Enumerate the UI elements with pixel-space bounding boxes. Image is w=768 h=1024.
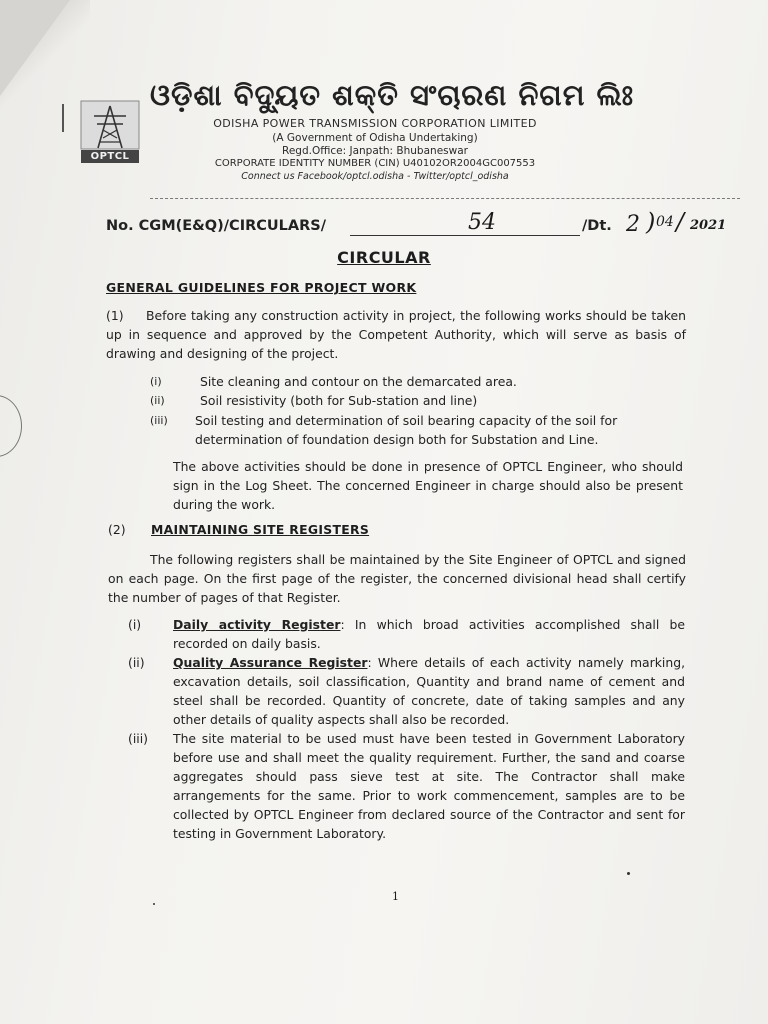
section-2-heading: MAINTAINING SITE REGISTERS	[151, 522, 370, 537]
section-2-header	[108, 522, 370, 537]
circular-subtitle: GENERAL GUIDELINES FOR PROJECT WORK	[106, 280, 417, 295]
list-item	[150, 391, 650, 410]
section-1-paragraph	[106, 306, 686, 363]
date-month: 04	[656, 214, 674, 230]
list-item	[150, 372, 650, 391]
section-1-text: Before taking any construction activity in project, the following works should be taken up in sequence and approved by the Competent Authority, which will serve as basis of drawing and designing of the project.	[106, 308, 686, 361]
register-term: Daily activity Register	[173, 617, 341, 632]
list-item	[150, 411, 650, 449]
circular-number: 54	[468, 210, 496, 235]
register-item-number: (ii)	[128, 655, 145, 670]
page-number: 1	[392, 890, 399, 903]
section-1-number: (1)	[106, 308, 124, 323]
circular-title	[0, 248, 768, 267]
register-item	[128, 653, 688, 729]
company-name: ODISHA POWER TRANSMISSION CORPORATION LIMITED	[213, 117, 537, 130]
section-2-number: (2)	[108, 522, 126, 537]
list-item-text: Soil testing and determination of soil bearing capacity of the soil for determination of foundation design both for Substation and Line.	[195, 413, 618, 447]
scan-speck	[153, 903, 155, 905]
cin-number: CORPORATE IDENTITY NUMBER (CIN) U40102OR2004GC007553	[214, 158, 536, 169]
folded-corner	[0, 0, 70, 96]
regd-office: Regd.Office: Janpath: Bhubaneswar	[282, 145, 468, 157]
date-year: 2021	[690, 218, 727, 233]
register-item	[128, 615, 688, 653]
list-item-number: (ii)	[150, 394, 165, 407]
date-prefix: /Dt.	[582, 218, 612, 234]
odia-company-name: ଓଡ଼ିଶା ବିଦ୍ୟୁତ ଶକ୍ତି ସଂଚାରଣ ନିଗମ ଲିଃ	[150, 78, 634, 112]
register-term: Quality Assurance Register	[173, 655, 368, 670]
circular-reference-prefix: No. CGM(E&Q)/CIRCULARS/	[106, 218, 327, 234]
logo-label: OPTCL	[81, 150, 139, 163]
date-day: 2	[626, 212, 640, 237]
register-item-body	[173, 729, 685, 843]
margin-mark	[62, 104, 64, 132]
social-links: Connect us Facebook/optcl.odisha - Twitter/optcl_odisha	[241, 171, 509, 182]
punch-hole-mark	[0, 395, 22, 457]
section-1-note: The above activities should be done in presence of OPTCL Engineer, who should sign in the Log Sheet. The concerned Engineer in charge should also be present during the work.	[173, 459, 683, 512]
register-description: : Where details of each activity namely marking, excavation details, soil classification, Quantity and brand name of cement and steel shall be recorded. Quantity of concrete, date of taking samples and any other details of quality aspects shall also be recorded.	[173, 655, 686, 727]
company-status: (A Government of Odisha Undertaking)	[272, 132, 478, 144]
circular-title-text: CIRCULAR	[337, 248, 431, 267]
scan-speck	[627, 872, 630, 875]
register-item-number: (iii)	[128, 731, 148, 746]
list-item-text: Soil resistivity (both for Sub-station and line)	[200, 393, 478, 408]
header-divider	[150, 198, 740, 199]
date-separator-1: )	[646, 208, 656, 236]
register-item-body	[173, 653, 685, 729]
register-item	[128, 729, 688, 843]
register-item-number: (i)	[128, 617, 142, 632]
register-description: The site material to be used must have been tested in Government Laboratory before use and shall meet the quality requirement. Further, the sand and coarse aggregates should pass sieve test at site. The Contractor shall make arrangements for the same. Prior to work commencement, samples are to be collected by OPTCL Engineer from declared source of the Contractor and sent for testing in Government Laboratory.	[173, 731, 685, 841]
list-item-number: (iii)	[150, 414, 168, 427]
list-item-text: Site cleaning and contour on the demarcated area.	[200, 374, 517, 389]
list-item-number: (i)	[150, 375, 162, 388]
register-item-body	[173, 615, 685, 653]
date-separator-2: /	[676, 208, 685, 236]
section-2-intro: The following registers shall be maintained by the Site Engineer of OPTCL and signed on each page. On the first page of the register, the concerned divisional head shall certify the number of pages of that Register.	[108, 552, 686, 605]
reference-underline	[350, 235, 580, 236]
register-description: : In which broad activities accomplished shall be recorded on daily basis.	[173, 617, 686, 651]
